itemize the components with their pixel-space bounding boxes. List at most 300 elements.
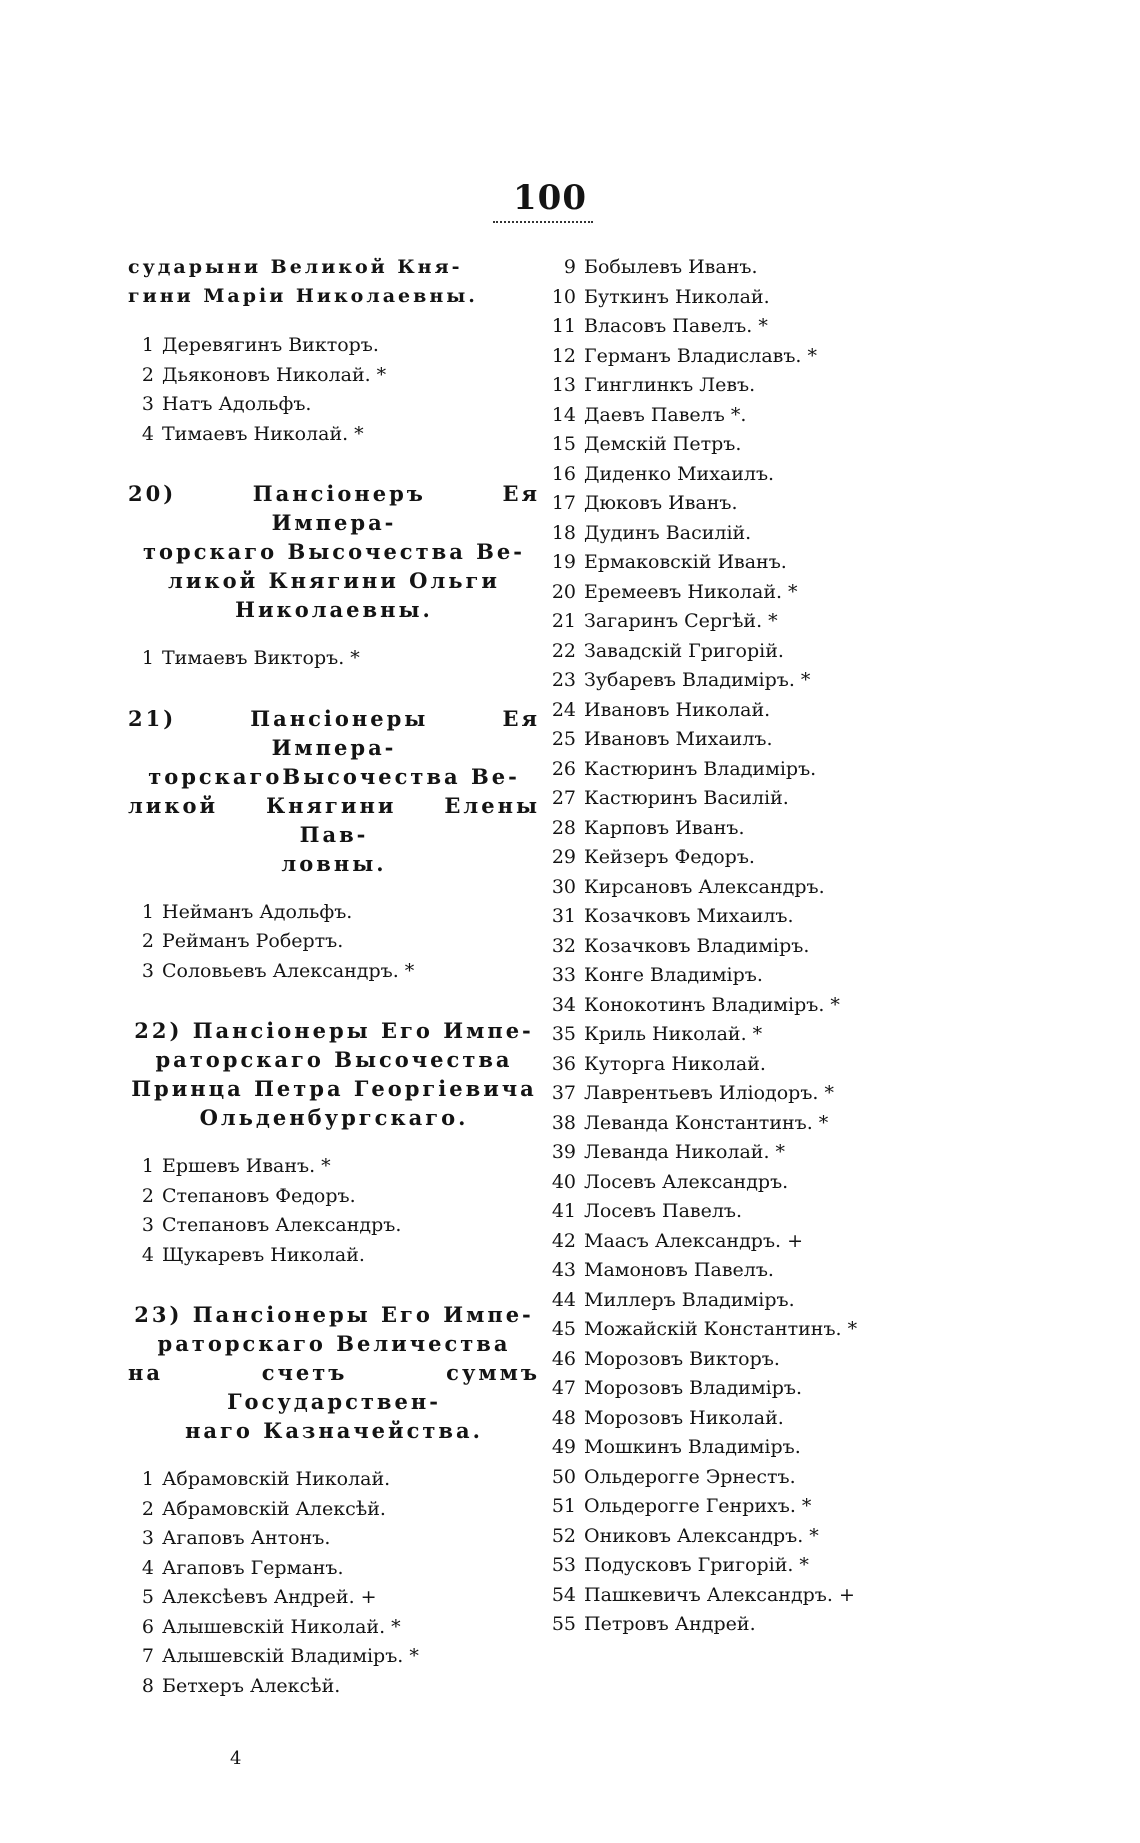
entry-number: 39 [551, 1141, 576, 1163]
entry-mark: * [788, 580, 798, 603]
entry-name: Подусковъ Григорiй. [584, 1554, 794, 1576]
entry-name: Бобылевъ Иванъ. [584, 256, 758, 278]
entry-name: Даевъ Павелъ [584, 403, 725, 426]
entry-number: 52 [551, 1524, 576, 1547]
entry-mark [770, 699, 776, 721]
list-item [540, 932, 900, 962]
entry-mark [356, 1185, 362, 1207]
entry-name: Абрамовскiй Николай. [162, 1468, 391, 1490]
entry-mark [311, 393, 317, 415]
entry-name: Козачковъ Владимiръ. [584, 934, 810, 957]
entry-name: Зубаревъ Владимiръ. [584, 669, 795, 691]
entry-name: Леванда Константинъ. [584, 1111, 813, 1134]
entry-number: 15 [551, 433, 576, 455]
list-item [540, 460, 900, 490]
entry-mark [774, 463, 780, 485]
entry-number: 54 [551, 1583, 576, 1606]
list-item [540, 1522, 900, 1552]
list-item [540, 755, 900, 785]
entry-mark: + [360, 1586, 377, 1608]
entry-name: Ершевъ Иванъ. [162, 1155, 316, 1177]
section-gap [128, 311, 540, 331]
entry-mark [770, 286, 776, 308]
entry-name: Дюковъ Иванъ. [584, 492, 738, 514]
section-heading-line: Николаевны. [235, 597, 433, 622]
entry-name: Козачковъ Михаилъ. [584, 905, 794, 927]
entry-number: 7 [141, 1645, 154, 1667]
entry-name: Маасъ Александръ. [584, 1229, 782, 1252]
entry-number: 41 [551, 1200, 576, 1222]
entry-name: Кастюринъ Василiй. [584, 787, 789, 809]
entry-name: Бетхеръ Алексѣй. [162, 1674, 341, 1697]
entry-number: 2 [141, 930, 154, 952]
section-heading-line: раторскаго Высочества [155, 1047, 513, 1072]
entry-mark [796, 1466, 802, 1488]
entry-mark [401, 1214, 407, 1236]
list-item [540, 1433, 900, 1463]
entry-name: Ольдерогге Генрихъ. [584, 1495, 796, 1517]
entry-name: Карповъ Иванъ. [584, 816, 745, 839]
list-item [540, 902, 900, 932]
entry-mark [340, 1675, 346, 1697]
list-item [128, 331, 540, 361]
entry-name: Ивановъ Николай. [584, 698, 771, 721]
entry-name: Дудинъ Василiй. [584, 521, 752, 544]
entry-number: 38 [551, 1111, 576, 1134]
entry-number: 23 [551, 669, 576, 691]
entry-mark [825, 876, 831, 898]
entry-number: 3 [141, 1214, 154, 1236]
entry-mark [379, 334, 385, 356]
entry-name: Германъ Владиславъ. [584, 344, 802, 367]
entry-number: 3 [141, 1527, 154, 1549]
list-item [540, 1256, 900, 1286]
entry-mark [766, 1053, 772, 1075]
entry-number: 47 [551, 1377, 576, 1399]
list-item [540, 666, 900, 696]
section-heading-line: ликой Княгини Елены Пав- [128, 792, 540, 847]
entry-mark: * [376, 363, 387, 386]
entry-mark [741, 433, 747, 455]
list-item [540, 1315, 900, 1345]
list-item [540, 283, 900, 313]
entry-number: 22 [551, 639, 576, 662]
entry-mark: * [409, 1645, 419, 1667]
entry-mark: * [350, 647, 360, 669]
section-gap [128, 986, 540, 1016]
entry-name: Ивановъ Михаилъ. [584, 728, 773, 750]
list-item [540, 1286, 900, 1316]
entry-number: 51 [551, 1495, 576, 1517]
list-item [540, 1492, 900, 1522]
entry-mark: * [824, 1082, 834, 1104]
entry-number: 12 [551, 344, 576, 367]
entry-name: Куторга Николай. [584, 1052, 766, 1075]
entry-number: 40 [551, 1170, 576, 1193]
list-item [540, 991, 900, 1021]
entry-name: Буткинъ Николай. [584, 285, 770, 308]
entry-name: Агаповъ Антонъ. [162, 1527, 331, 1549]
entry-name: Диденко Михаилъ. [584, 462, 775, 485]
entry-mark: * [354, 422, 364, 445]
entry-mark [787, 551, 793, 573]
entry-name: Кастюринъ Владимiръ. [584, 757, 817, 780]
entry-mark [751, 522, 757, 544]
entry-number: 11 [551, 315, 576, 337]
list-item [540, 784, 900, 814]
entry-name: Пашкевичъ Александръ. [584, 1583, 833, 1606]
entry-name: Тимаевъ Викторъ. [162, 647, 345, 669]
list-item [128, 361, 540, 391]
entry-name: Ониковъ Александръ. [584, 1524, 804, 1547]
list-item [128, 1465, 540, 1495]
entry-mark: * [807, 344, 817, 367]
list-item [540, 1345, 900, 1375]
list-item [540, 725, 900, 755]
entry-mark: * [758, 315, 768, 337]
entry-mark [756, 1613, 762, 1635]
list-item [128, 1182, 540, 1212]
entry-mark [816, 758, 822, 780]
entry-number: 13 [551, 374, 576, 396]
entry-number: 2 [141, 1184, 154, 1207]
list-item [540, 1050, 900, 1080]
entry-number: 44 [551, 1288, 576, 1311]
entry-number: 30 [551, 875, 576, 898]
list-item [540, 607, 900, 637]
list-item [128, 1672, 540, 1702]
entry-mark: * [847, 1318, 858, 1340]
entry-mark: * [321, 1155, 331, 1177]
entry-name: Щукаревъ Николай. [162, 1243, 365, 1266]
list-item [540, 312, 900, 342]
entry-name: Ермаковскiй Иванъ. [584, 551, 787, 573]
list-item [128, 1495, 540, 1525]
entry-number: 42 [551, 1229, 576, 1252]
list-item [540, 637, 900, 667]
list-item [540, 1404, 900, 1434]
entry-mark [794, 905, 800, 927]
entry-number: 45 [551, 1318, 576, 1340]
entry-name: Лаврентьевъ Илiодоръ. [584, 1082, 819, 1104]
entry-mark [801, 1436, 807, 1458]
entry-name: Степановъ Федоръ. [162, 1184, 356, 1207]
section-heading-line: наго Казначейства. [185, 1418, 483, 1443]
list-item [128, 1554, 540, 1584]
entry-number: 28 [551, 816, 576, 839]
entry-name: Морозовъ Владимiръ. [584, 1377, 802, 1399]
entry-mark: * [800, 669, 811, 691]
entry-number: 3 [141, 959, 154, 982]
entry-mark [390, 1468, 396, 1490]
list-item [128, 390, 540, 420]
section-heading-line: Ольденбургскаго. [199, 1105, 469, 1130]
list-item [540, 401, 900, 431]
entry-name: Лосевъ Павелъ. [584, 1200, 743, 1222]
list-item [540, 1374, 900, 1404]
entry-name: Ольдерогге Эрнестъ. [584, 1465, 796, 1488]
entry-mark: + [787, 1229, 804, 1252]
entry-mark: *. [730, 403, 747, 426]
entry-name: Лосевъ Александръ. [584, 1170, 789, 1193]
entry-number: 43 [551, 1259, 576, 1281]
section-heading-line: ловны. [281, 850, 387, 876]
list-item [540, 1020, 900, 1050]
section-heading-line: 22) Пансiонеры Его Импе- [134, 1018, 534, 1043]
entry-number: 55 [551, 1613, 576, 1635]
list-item [540, 548, 900, 578]
entry-number: 2 [141, 1497, 154, 1520]
entry-name: Морозовъ Викторъ. [584, 1347, 780, 1370]
section-heading-line: сударыни Великой Кня- [128, 256, 463, 278]
entry-name: Тимаевъ Николай. [162, 422, 349, 445]
page-number-rule [493, 221, 593, 223]
entry-name: Конге Владимiръ. [584, 964, 763, 986]
entry-number: 31 [551, 905, 576, 927]
entry-number: 10 [551, 285, 576, 308]
entry-number: 8 [141, 1674, 154, 1697]
entry-mark [795, 1289, 801, 1311]
entry-mark: * [818, 1111, 829, 1134]
list-item [540, 578, 900, 608]
list-item [128, 957, 540, 987]
list-item [540, 814, 900, 844]
entry-name: Степановъ Александръ. [162, 1214, 402, 1236]
entry-name: Рейманъ Робертъ. [162, 930, 344, 952]
entry-name: Можайскiй Константинъ. [584, 1318, 842, 1340]
entry-mark [343, 930, 349, 952]
entry-number: 19 [551, 551, 576, 573]
entry-mark [784, 1407, 790, 1429]
entry-mark [742, 1200, 748, 1222]
entry-number: 32 [551, 934, 576, 957]
entry-name: Алексѣевъ Андрей. [162, 1586, 355, 1608]
entry-mark: * [768, 610, 778, 632]
list-item [128, 644, 540, 674]
entry-mark [773, 728, 779, 750]
entry-number: 49 [551, 1436, 576, 1458]
section-heading-line: Принца Петра Георгiевича [131, 1076, 537, 1101]
entry-mark [789, 787, 795, 809]
entry-mark [352, 901, 358, 923]
entry-mark [758, 256, 764, 278]
entry-mark: * [404, 959, 415, 982]
list-item [540, 1581, 900, 1611]
entry-number: 4 [141, 422, 154, 445]
section-heading-line: 20) Пансiонеръ Ея Импера- [128, 481, 540, 535]
entry-number: 9 [563, 256, 576, 278]
entry-number: 29 [551, 846, 576, 868]
entry-name: Соловьевъ Александръ. [162, 959, 399, 982]
list-item [540, 519, 900, 549]
entry-mark: * [752, 1023, 763, 1045]
entry-number: 4 [141, 1243, 154, 1266]
entry-number: 35 [551, 1023, 576, 1045]
section-heading-line: на счетъ суммъ Государствен- [128, 1360, 540, 1414]
section-heading-line: торскаго Высочества Ве- [143, 539, 525, 564]
entry-number: 26 [551, 757, 576, 780]
entry-name: Кейзеръ Федоръ. [584, 846, 755, 868]
entry-mark: + [838, 1583, 855, 1606]
entry-number: 1 [141, 900, 154, 923]
entry-name: Загаринъ Сергѣй. [584, 610, 763, 632]
list-item [540, 371, 900, 401]
list-item [128, 1583, 540, 1613]
entry-name: Алышевскiй Владимiръ. [162, 1645, 404, 1667]
section-gap [128, 449, 540, 479]
entry-name: Миллеръ Владимiръ. [584, 1288, 795, 1311]
entry-number: 1 [141, 334, 154, 356]
entry-number: 48 [551, 1406, 576, 1429]
list-item [540, 843, 900, 873]
entry-number: 4 [141, 1556, 154, 1579]
entry-mark [809, 935, 815, 957]
entry-name: Натъ Адольфъ. [162, 393, 312, 415]
entry-number: 50 [551, 1465, 576, 1488]
entry-number: 46 [551, 1347, 576, 1370]
entry-number: 6 [141, 1615, 154, 1638]
section-heading-line: гини Марiи Николаевны. [128, 285, 478, 307]
entry-name: Морозовъ Николай. [584, 1406, 784, 1429]
list-item [540, 1227, 900, 1257]
right-column [540, 253, 900, 1640]
list-item [128, 898, 540, 928]
list-item [128, 1524, 540, 1554]
list-item [540, 1463, 900, 1493]
entry-number: 34 [551, 993, 576, 1016]
entry-number: 17 [551, 492, 576, 514]
list-item [128, 927, 540, 957]
entry-name: Завадскiй Григорiй. [584, 639, 784, 662]
entry-number: 1 [141, 1468, 154, 1490]
entry-number: 53 [551, 1554, 576, 1576]
section-gap [128, 1270, 540, 1300]
entry-mark [788, 1171, 794, 1193]
entry-mark: * [775, 1141, 786, 1163]
entry-name: Власовъ Павелъ. [584, 315, 753, 337]
list-item [128, 420, 540, 450]
section-heading-line: ликой Княгини Ольги [168, 568, 500, 593]
page-number: 100 [513, 178, 587, 218]
entry-number: 20 [551, 580, 576, 603]
entry-number: 18 [551, 521, 576, 544]
entry-name: Дьяконовъ Николай. [162, 363, 371, 386]
entry-mark [802, 1377, 808, 1399]
entry-name: Мамоновъ Павелъ. [584, 1259, 774, 1281]
entry-name: Леванда Николай. [584, 1141, 770, 1163]
section-heading-line: 23) Пансiонеры Его Импе- [134, 1302, 534, 1327]
entry-number: 16 [551, 462, 576, 485]
entry-mark [386, 1498, 392, 1520]
entry-name: Абрамовскiй Алексѣй. [162, 1497, 386, 1520]
list-item [128, 1642, 540, 1672]
entry-number: 37 [551, 1082, 576, 1104]
entry-number: 25 [551, 728, 576, 750]
entry-mark [745, 817, 751, 839]
list-item [128, 1613, 540, 1643]
section-heading-line: 21) Пансiонеры Ея Импера- [128, 705, 540, 760]
entry-name: Демскiй Петръ. [584, 433, 742, 455]
section-gap [128, 878, 540, 898]
entry-number: 33 [551, 964, 576, 986]
entry-name: Деревягинъ Викторъ. [162, 334, 379, 356]
list-item [540, 1610, 900, 1640]
entry-name: Кирсановъ Александръ. [584, 875, 825, 898]
entry-number: 5 [141, 1586, 154, 1608]
list-item [540, 1168, 900, 1198]
stray-print-mark: 4 [230, 1748, 242, 1769]
list-item [540, 873, 900, 903]
entry-number: 1 [141, 647, 154, 669]
entry-number: 27 [551, 787, 576, 809]
list-item [540, 1079, 900, 1109]
section-gap [128, 624, 540, 644]
entry-mark: * [830, 993, 840, 1016]
list-item [540, 1551, 900, 1581]
entry-name: Мошкинъ Владимiръ. [584, 1436, 801, 1458]
entry-mark: * [809, 1524, 819, 1547]
entry-mark [774, 1259, 780, 1281]
entry-mark [755, 846, 761, 868]
entry-name: Петровъ Андрей. [584, 1613, 756, 1635]
entry-number: 1 [141, 1155, 154, 1177]
entry-number: 2 [141, 363, 154, 386]
list-item [128, 1241, 540, 1271]
entry-mark: * [799, 1554, 809, 1576]
list-item [128, 1152, 540, 1182]
entry-name: Конокотинъ Владимiръ. [584, 993, 825, 1016]
list-item [128, 1211, 540, 1241]
list-item [540, 342, 900, 372]
entry-mark: * [801, 1495, 812, 1517]
entry-name: Агаповъ Германъ. [162, 1556, 344, 1579]
section-gap [128, 674, 540, 704]
list-item [540, 696, 900, 726]
list-item [540, 430, 900, 460]
entry-number: 36 [551, 1052, 576, 1075]
entry-number: 24 [551, 698, 576, 721]
entry-name: Нейманъ Адольфъ. [162, 900, 353, 923]
section-heading-line: торскагоВысочества Ве- [148, 763, 520, 789]
entry-mark [365, 1244, 371, 1266]
list-item [540, 253, 900, 283]
left-column [128, 253, 540, 1701]
entry-name: Гинглинкъ Левъ. [584, 374, 756, 396]
section-gap [128, 1132, 540, 1152]
entry-number: 3 [141, 393, 154, 415]
list-item [540, 1197, 900, 1227]
list-item [540, 1109, 900, 1139]
entry-mark [343, 1557, 349, 1579]
entry-number: 21 [551, 610, 576, 632]
entry-name: Алышевскiй Николай. [162, 1615, 386, 1638]
entry-mark [784, 640, 790, 662]
entry-mark [330, 1527, 336, 1549]
section-heading-line: раторскаго Величества [157, 1331, 511, 1356]
entry-name: Еремеевъ Николай. [584, 580, 783, 603]
entry-mark [755, 374, 761, 396]
entry-mark: * [391, 1615, 401, 1638]
entry-mark [780, 1348, 786, 1370]
entry-name: Криль Николай. [584, 1023, 747, 1045]
entry-number: 14 [551, 403, 576, 426]
list-item [540, 489, 900, 519]
section-gap [128, 1445, 540, 1465]
list-item [540, 961, 900, 991]
list-item [540, 1138, 900, 1168]
entry-mark [738, 492, 744, 514]
entry-mark [763, 964, 769, 986]
